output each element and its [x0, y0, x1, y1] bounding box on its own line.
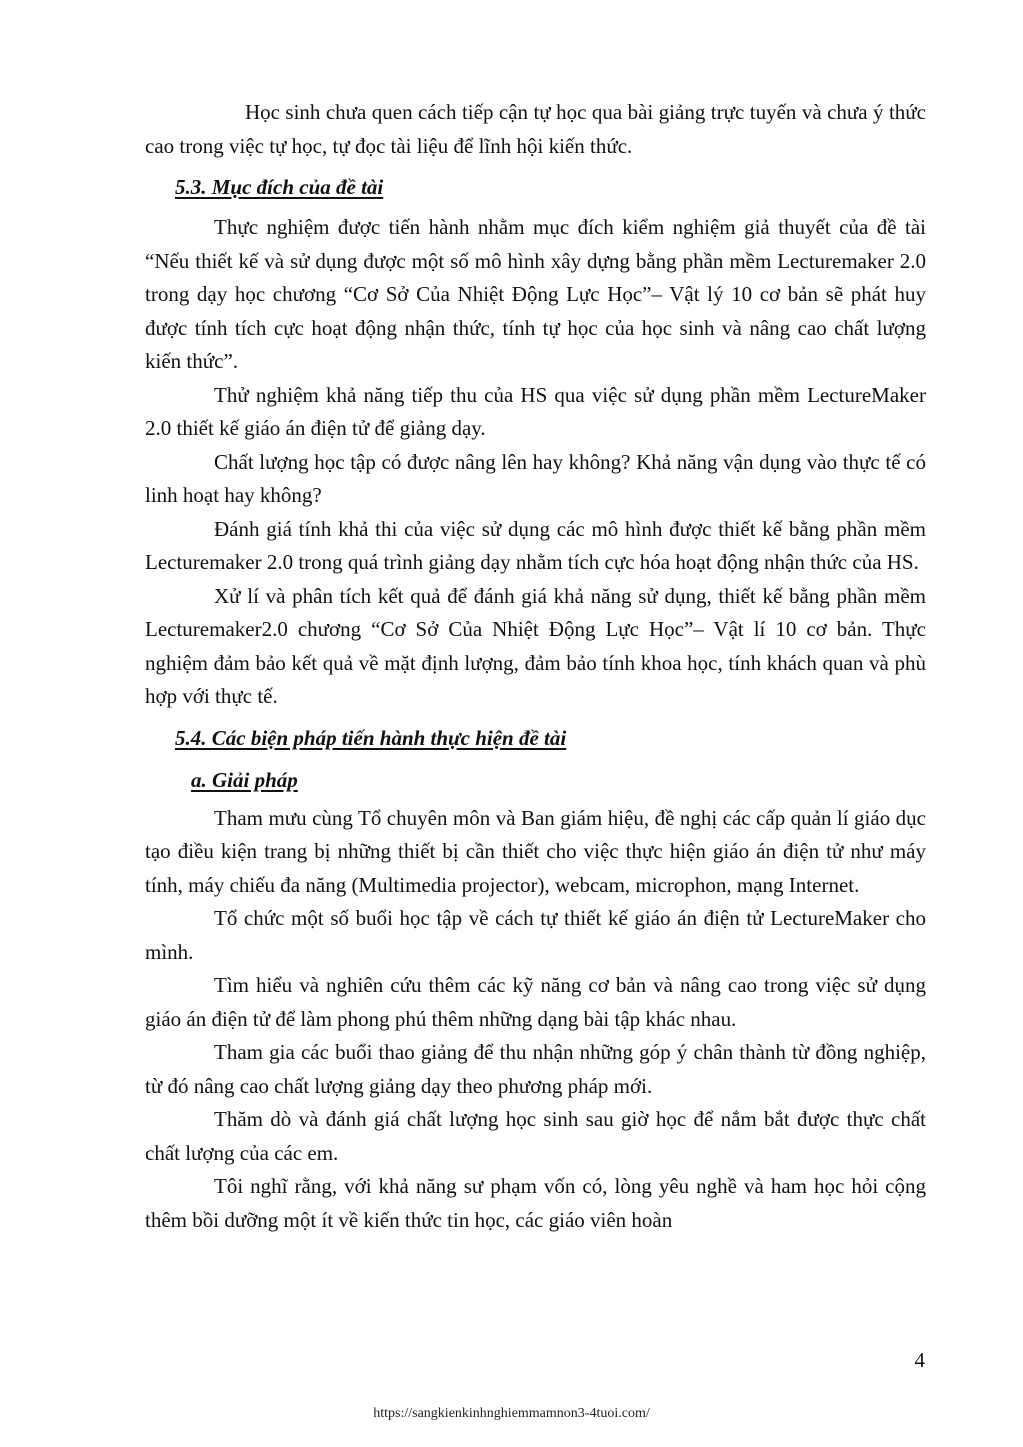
section-heading-5-4: 5.4. Các biện pháp tiến hành thực hiện đề tài	[175, 725, 567, 750]
paragraph-intro: Học sinh chưa quen cách tiếp cận tự học qua bài giảng trực tuyến và chưa ý thức cao trong việc tự học, tự đọc tài liệu để lĩnh hội kiến thức.	[145, 100, 926, 158]
paragraph: Thực nghiệm được tiến hành nhằm mục đích kiểm nghiệm giả thuyết của đề tài “Nếu thiết kế và sử dụng được một số mô hình xây dựng bằng phần mềm Lecturemaker 2.0 trong dạy học chương “Cơ Sở Của Nhiệt Động Lực Học”– Vật lý 10 cơ bản sẽ phát huy được tính tích cực hoạt động nhận thức, tính tự học của học sinh và nâng cao chất lượng kiến thức”.	[145, 215, 926, 373]
paragraph: Xử lí và phân tích kết quả để đánh giá khả năng sử dụng, thiết kế bằng phần mềm Lecturemaker2.0 chương “Cơ Sở Của Nhiệt Động Lực Học”– Vật lí 10 cơ bản. Thực nghiệm đảm bảo kết quả về mặt định lượng, đảm bảo tính khoa học, tính khách quan và phù hợp với thực tế.	[145, 583, 926, 708]
paragraph: Tham mưu cùng Tổ chuyên môn và Ban giám hiệu, đề nghị các cấp quản lí giáo dục tạo điều kiện trang bị những thiết bị cần thiết cho việc thực hiện giáo án điện tử như máy tính, máy chiếu đa năng (Multimedia projector), webcam, microphon, mạng Internet.	[145, 805, 926, 897]
page-number: 4	[914, 1348, 925, 1372]
paragraph: Tổ chức một số buổi học tập về cách tự thiết kế giáo án điện tử LectureMaker cho mình.	[145, 906, 926, 964]
section-heading-5-3: 5.3. Mục đích của đề tài	[175, 175, 384, 199]
paragraph: Tham gia các buổi thao giảng để thu nhận những góp ý chân thành từ đồng nghiệp, từ đó nâng cao chất lượng giảng dạy theo phương pháp mới.	[145, 1040, 926, 1098]
footer-url[interactable]: https://sangkienkinhnghiemmamnon3-4tuoi.com/	[373, 1406, 650, 1421]
page-body	[145, 96, 926, 1237]
paragraph: Thử nghiệm khả năng tiếp thu của HS qua việc sử dụng phần mềm LectureMaker 2.0 thiết kế giáo án điện tử để giảng dạy.	[145, 382, 926, 440]
subsection-heading-a: a. Giải pháp	[191, 767, 298, 792]
paragraph: Chất lượng học tập có được nâng lên hay không? Khả năng vận dụng vào thực tế có linh hoạt hay không?	[145, 449, 926, 507]
paragraph: Đánh giá tính khả thi của việc sử dụng các mô hình được thiết kế bằng phần mềm Lecturemaker 2.0 trong quá trình giảng dạy nhằm tích cực hóa hoạt động nhận thức của HS.	[145, 516, 926, 574]
paragraph: Tôi nghĩ rằng, với khả năng sư phạm vốn có, lòng yêu nghề và ham học hỏi cộng thêm bồi dưỡng một ít về kiến thức tin học, các giáo viên hoàn	[145, 1174, 926, 1232]
paragraph: Tìm hiểu và nghiên cứu thêm các kỹ năng cơ bản và nâng cao trong việc sử dụng giáo án điện tử để làm phong phú thêm những dạng bài tập khác nhau.	[145, 973, 926, 1031]
paragraph: Thăm dò và đánh giá chất lượng học sinh sau giờ học để nắm bắt được thực chất chất lượng của các em.	[145, 1107, 926, 1165]
